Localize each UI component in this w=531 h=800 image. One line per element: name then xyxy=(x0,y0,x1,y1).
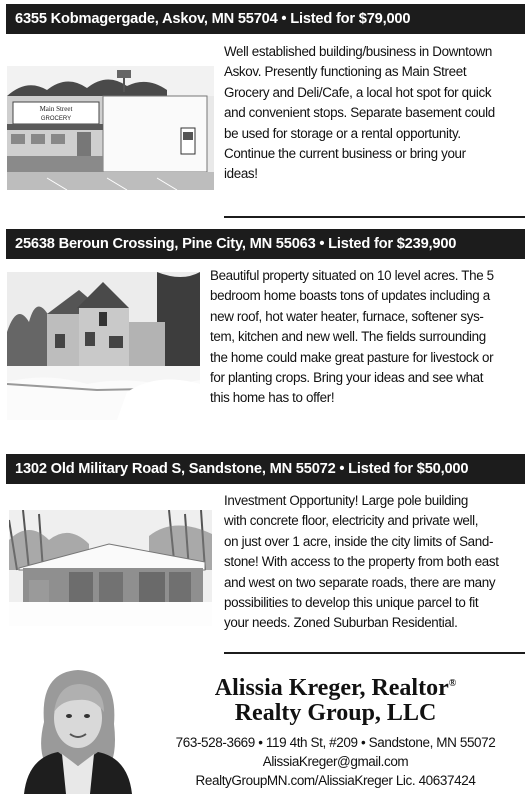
desc-line: Continue the current business or bring your xyxy=(224,146,466,162)
desc-line: on just over 1 acre, inside the city limits of Sand- xyxy=(224,533,494,549)
desc-line: Well established building/business in Downtown xyxy=(224,44,492,59)
listing-2 xyxy=(6,229,525,406)
farmhouse-image xyxy=(7,272,200,420)
desc-line: the home could make great pasture for livestock or xyxy=(210,349,494,365)
desc-line: stone! With access to the property from both east xyxy=(224,554,499,570)
agent-portrait-image xyxy=(14,662,142,794)
desc-line: Grocery and Deli/Cafe, a local hot spot for quick xyxy=(224,84,492,100)
desc-line: your needs. Zoned Suburban Residential. xyxy=(224,615,458,631)
desc-line: Beautiful property situated on 10 level acres. The 5 xyxy=(210,268,494,283)
grocery-sign-text: Main Street xyxy=(39,105,73,113)
desc-line: Askov. Presently functioning as Main Street xyxy=(224,64,467,80)
divider-rule xyxy=(224,652,525,654)
listing-3 xyxy=(6,454,525,631)
desc-line: with concrete floor, electricity and private well, xyxy=(224,513,479,529)
agent-company: Realty Group, LLC xyxy=(234,700,437,726)
desc-line: ideas! xyxy=(224,166,258,182)
listing-3-header: 1302 Old Military Road S, Sandstone, MN 55072 • Listed for $50,000 xyxy=(6,454,525,484)
desc-line: and convenient stops. Separate basement could xyxy=(224,105,495,121)
registered-mark: ® xyxy=(448,678,457,689)
desc-line: this home has to offer! xyxy=(210,390,335,406)
pole-building-image xyxy=(9,510,212,626)
listing-3-description xyxy=(224,491,526,634)
agent-name-text: Alissia Kreger, Realtor xyxy=(214,675,449,701)
listing-1 xyxy=(6,4,525,182)
desc-line: bedroom home boasts tons of updates including a xyxy=(210,288,490,304)
listing-2-photo xyxy=(7,272,200,420)
desc-line: possibilities to develop this unique parcel to fit xyxy=(224,595,479,611)
agent-email[interactable]: AlissiaKreger@gmail.com xyxy=(262,754,409,769)
listing-2-description xyxy=(210,266,526,409)
divider-rule xyxy=(224,216,525,218)
desc-line: Investment Opportunity! Large pole building xyxy=(224,493,468,508)
grocery-building-image xyxy=(7,66,214,190)
listing-3-photo xyxy=(9,510,212,626)
agent-contact-line: 763-528-3669 • 119 4th St, #209 • Sandstone, MN 55072 xyxy=(175,735,496,750)
desc-line: be used for storage or a rental opportunity. xyxy=(224,125,461,141)
agent-footer xyxy=(6,656,525,796)
listing-1-photo xyxy=(7,66,214,190)
listing-1-description xyxy=(224,42,526,185)
agent-website-license[interactable]: RealtyGroupMN.com/AlissiaKreger Lic. 40637424 xyxy=(195,773,476,788)
desc-line: and west on two separate roads, there are many xyxy=(224,574,496,590)
desc-line: tem, kitchen and new well. The fields surrounding xyxy=(210,329,486,345)
agent-photo xyxy=(14,662,142,794)
desc-line: new roof, hot water heater, furnace, softener sys- xyxy=(210,308,484,324)
grocery-sign-text-2: GROCERY xyxy=(40,116,72,122)
agent-name xyxy=(146,670,525,702)
desc-line: for planting crops. Bring your ideas and see what xyxy=(210,370,484,386)
listing-1-header: 6355 Kobmagergade, Askov, MN 55704 • Listed for $79,000 xyxy=(6,4,525,34)
listing-2-header: 25638 Beroun Crossing, Pine City, MN 55063 • Listed for $239,900 xyxy=(6,229,525,259)
